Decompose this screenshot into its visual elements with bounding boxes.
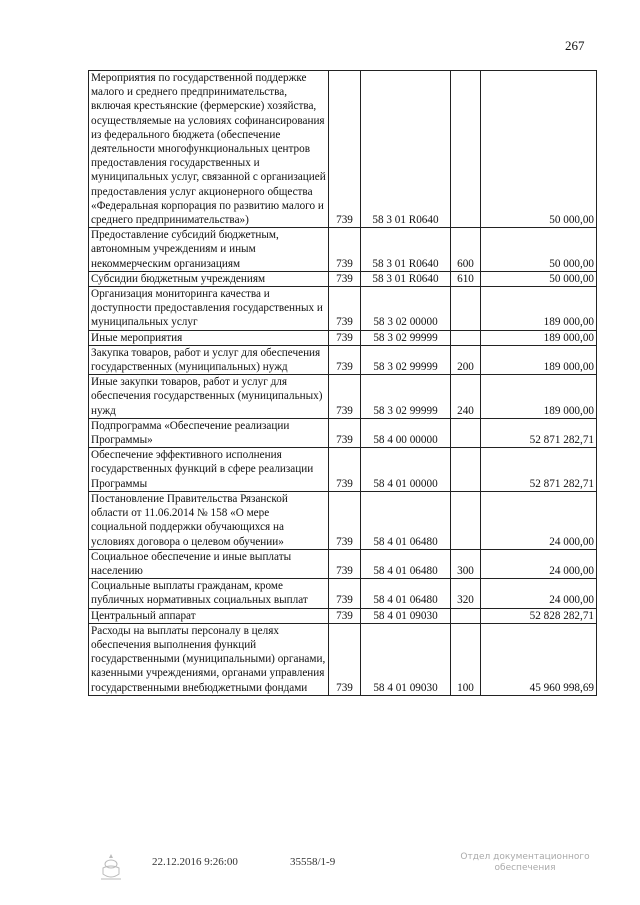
cell-expense-type: 600 — [451, 228, 481, 272]
cell-name: Социальные выплаты гражданам, кроме публичных нормативных социальных выплат — [89, 579, 329, 608]
cell-target-article: 58 3 02 99999 — [361, 330, 451, 345]
footer-stamp: Отдел документационного обеспечения — [460, 852, 590, 873]
cell-code: 739 — [329, 287, 361, 331]
cell-target-article: 58 3 02 99999 — [361, 375, 451, 419]
cell-target-article: 58 4 01 00000 — [361, 448, 451, 492]
table-row — [89, 375, 597, 419]
cell-code: 739 — [329, 448, 361, 492]
table-row — [89, 608, 597, 623]
cell-target-article: 58 4 01 09030 — [361, 608, 451, 623]
cell-amount: 50 000,00 — [481, 228, 597, 272]
cell-expense-type: 100 — [451, 623, 481, 695]
cell-amount: 189 000,00 — [481, 375, 597, 419]
cell-target-article: 58 3 01 R0640 — [361, 71, 451, 228]
cell-code: 739 — [329, 491, 361, 549]
coat-of-arms-icon — [98, 852, 124, 882]
cell-code: 739 — [329, 271, 361, 286]
cell-expense-type — [451, 71, 481, 228]
cell-name: Расходы на выплаты персоналу в целях обеспечения выполнения функций государственными (муниципальными) органами, казенными учреждениями, органами управления государственными внебюджетными фондами — [89, 623, 329, 695]
cell-amount: 24 000,00 — [481, 491, 597, 549]
cell-expense-type — [451, 448, 481, 492]
footer-document-number: 35558/1-9 — [290, 856, 336, 868]
cell-amount: 24 000,00 — [481, 549, 597, 578]
cell-name: Обеспечение эффективного исполнения государственных функций в сфере реализации Программы — [89, 448, 329, 492]
cell-code: 739 — [329, 228, 361, 272]
cell-code: 739 — [329, 418, 361, 447]
cell-name: Субсидии бюджетным учреждениям — [89, 271, 329, 286]
cell-code: 739 — [329, 375, 361, 419]
cell-expense-type — [451, 418, 481, 447]
cell-code: 739 — [329, 330, 361, 345]
footer-date: 22.12.2016 9:26:00 — [152, 856, 238, 868]
page-number: 267 — [565, 38, 585, 53]
cell-target-article: 58 4 01 06480 — [361, 579, 451, 608]
cell-code: 739 — [329, 623, 361, 695]
cell-amount: 52 871 282,71 — [481, 448, 597, 492]
cell-name: Постановление Правительства Рязанской области от 11.06.2014 № 158 «О мере социальной поддержки обучающихся на условиях договора о целевом обучении» — [89, 491, 329, 549]
cell-amount: 52 871 282,71 — [481, 418, 597, 447]
cell-name: Социальное обеспечение и иные выплаты населению — [89, 549, 329, 578]
cell-name: Центральный аппарат — [89, 608, 329, 623]
cell-expense-type — [451, 608, 481, 623]
cell-expense-type: 610 — [451, 271, 481, 286]
table-row — [89, 579, 597, 608]
cell-amount: 52 828 282,71 — [481, 608, 597, 623]
budget-table — [88, 70, 597, 696]
cell-target-article: 58 4 01 06480 — [361, 549, 451, 578]
cell-expense-type: 240 — [451, 375, 481, 419]
table-row — [89, 330, 597, 345]
cell-amount: 189 000,00 — [481, 330, 597, 345]
table-row — [89, 271, 597, 286]
cell-target-article: 58 4 01 09030 — [361, 623, 451, 695]
cell-target-article: 58 3 01 R0640 — [361, 228, 451, 272]
cell-amount: 50 000,00 — [481, 271, 597, 286]
cell-expense-type — [451, 287, 481, 331]
table-row — [89, 287, 597, 331]
cell-target-article: 58 3 01 R0640 — [361, 271, 451, 286]
table-row — [89, 549, 597, 578]
table-row — [89, 345, 597, 374]
cell-code: 739 — [329, 549, 361, 578]
table-row — [89, 418, 597, 447]
cell-expense-type — [451, 330, 481, 345]
cell-target-article: 58 3 02 99999 — [361, 345, 451, 374]
cell-code: 739 — [329, 345, 361, 374]
table-row — [89, 623, 597, 695]
cell-amount: 45 960 998,69 — [481, 623, 597, 695]
cell-target-article: 58 4 01 06480 — [361, 491, 451, 549]
cell-target-article: 58 4 00 00000 — [361, 418, 451, 447]
cell-expense-type — [451, 491, 481, 549]
cell-name: Организация мониторинга качества и доступности предоставления государственных и муниципальных услуг — [89, 287, 329, 331]
cell-name: Иные мероприятия — [89, 330, 329, 345]
cell-expense-type: 200 — [451, 345, 481, 374]
cell-expense-type: 320 — [451, 579, 481, 608]
cell-amount: 189 000,00 — [481, 345, 597, 374]
table-row — [89, 228, 597, 272]
table-row — [89, 491, 597, 549]
cell-amount: 189 000,00 — [481, 287, 597, 331]
cell-amount: 24 000,00 — [481, 579, 597, 608]
table-row — [89, 71, 597, 228]
cell-target-article: 58 3 02 00000 — [361, 287, 451, 331]
cell-amount: 50 000,00 — [481, 71, 597, 228]
cell-code: 739 — [329, 71, 361, 228]
cell-name: Предоставление субсидий бюджетным, автономным учреждениям и иным некоммерческим организациям — [89, 228, 329, 272]
budget-table-body — [89, 71, 597, 696]
cell-code: 739 — [329, 608, 361, 623]
cell-name: Иные закупки товаров, работ и услуг для обеспечения государственных (муниципальных) нужд — [89, 375, 329, 419]
cell-code: 739 — [329, 579, 361, 608]
cell-name: Закупка товаров, работ и услуг для обеспечения государственных (муниципальных) нужд — [89, 345, 329, 374]
cell-name: Подпрограмма «Обеспечение реализации Программы» — [89, 418, 329, 447]
cell-expense-type: 300 — [451, 549, 481, 578]
table-row — [89, 448, 597, 492]
cell-name: Мероприятия по государственной поддержке малого и среднего предпринимательства, включая крестьянские (фермерские) хозяйства, осуществляемые на условиях софинансирования из федерального бюджета (обеспечение деятельности многофункциональных центров предоставления государственных и муниципальных услуг, связанной с организацией предоставления услуг акционерного общества «Федеральная корпорация по развитию малого и среднего предпринимательства») — [89, 71, 329, 228]
